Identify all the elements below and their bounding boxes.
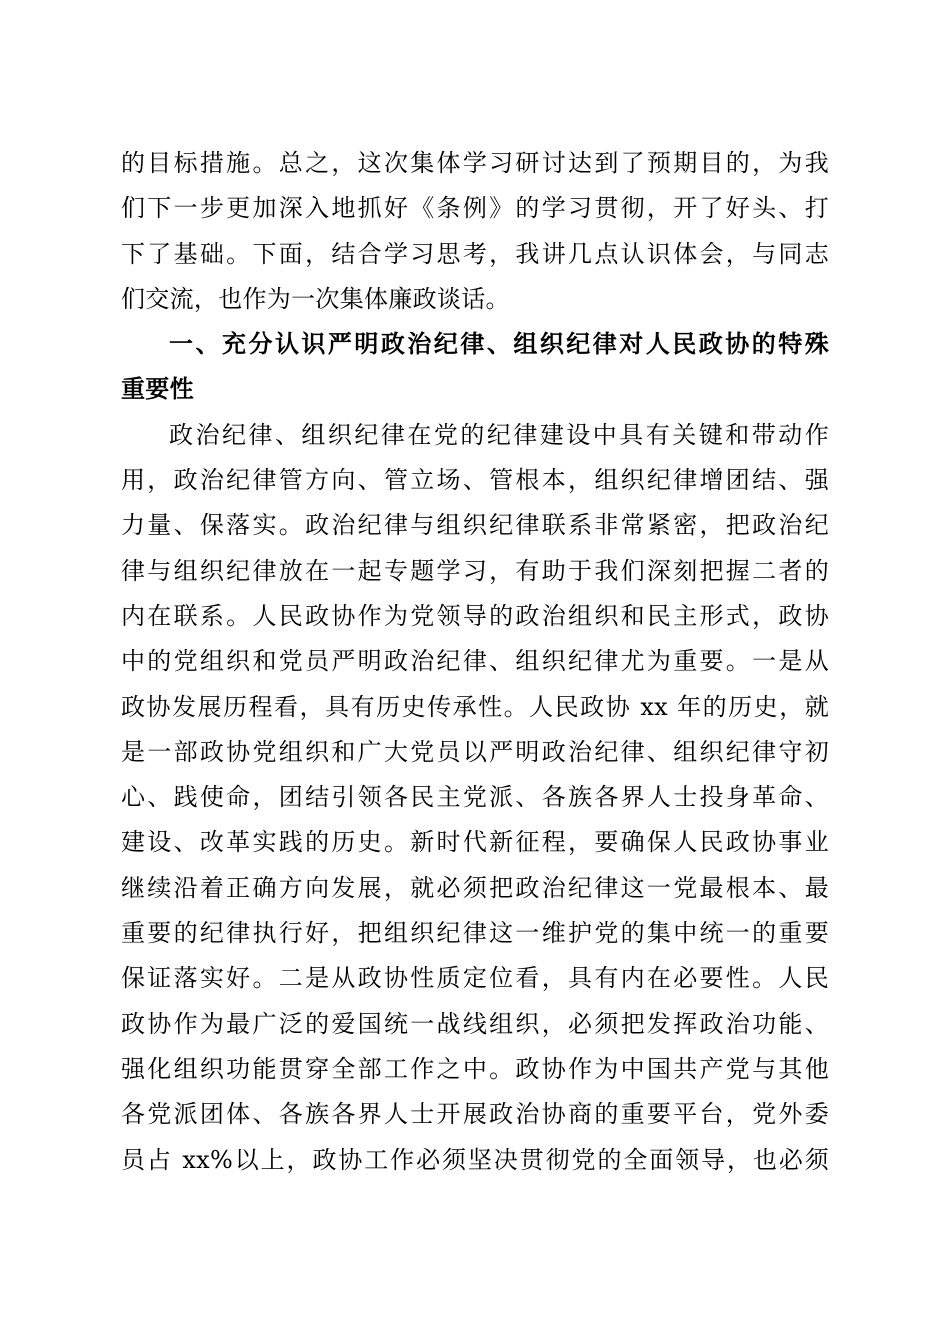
text-line: 下了基础。下面，结合学习思考，我讲几点认识体会，与同志 bbox=[121, 239, 829, 268]
text-line: 的目标措施。总之，这次集体学习研讨达到了预期目的，为我 bbox=[121, 149, 829, 177]
text-line: 强化组织功能贯穿全部工作之中。政协作为中国共产党与其他 bbox=[121, 1054, 829, 1083]
heading-line: 重要性 bbox=[121, 375, 194, 404]
text-line: 是一部政协党组织和广大党员以严明政治纪律、组织纪律守初 bbox=[121, 737, 829, 766]
paragraph-political-discipline bbox=[121, 413, 829, 1183]
text-line: 员占 xx%以上，政协工作必须坚决贯彻党的全面领导，也必须 bbox=[121, 1145, 829, 1174]
text-line: 力量、保落实。政治纪律与组织纪律联系非常紧密，把政治纪 bbox=[121, 511, 829, 540]
section-heading bbox=[121, 322, 829, 413]
paragraph-intro-continuation bbox=[121, 141, 829, 322]
text-line: 建设、改革实践的历史。新时代新征程，要确保人民政协事业 bbox=[121, 828, 829, 857]
text-line: 中的党组织和党员严明政治纪律、组织纪律尤为重要。一是从 bbox=[121, 647, 829, 676]
text-line: 内在联系。人民政协作为党领导的政治组织和民主形式，政协 bbox=[121, 601, 829, 630]
text-line: 各党派团体、各族各界人士开展政治协商的重要平台，党外委 bbox=[121, 1100, 829, 1129]
heading-line: 一、充分认识严明政治纪律、组织纪律对人民政协的特殊 bbox=[169, 330, 829, 359]
text-line: 们下一步更加深入地抓好《条例》的学习贯彻，开了好头、打 bbox=[121, 194, 829, 223]
text-line: 用，政治纪律管方向、管立场、管根本，组织纪律增团结、强 bbox=[121, 466, 829, 495]
text-line: 政协发展历程看，具有历史传承性。人民政协 xx 年的历史，就 bbox=[121, 692, 829, 721]
document-body bbox=[121, 141, 829, 1183]
text-line: 重要的纪律执行好，把组织纪律这一维护党的集中统一的重要 bbox=[121, 919, 829, 948]
text-line: 继续沿着正确方向发展，就必须把政治纪律这一党最根本、最 bbox=[121, 873, 829, 902]
text-line: 保证落实好。二是从政协性质定位看，具有内在必要性。人民 bbox=[121, 964, 829, 993]
text-line: 们交流，也作为一次集体廉政谈话。 bbox=[121, 284, 510, 313]
text-line: 心、践使命，团结引领各民主党派、各族各界人士投身革命、 bbox=[121, 783, 829, 812]
text-line: 政协作为最广泛的爱国统一战线组织，必须把发挥政治功能、 bbox=[121, 1009, 829, 1038]
text-line: 政治纪律、组织纪律在党的纪律建设中具有关键和带动作 bbox=[169, 420, 829, 449]
text-line: 律与组织纪律放在一起专题学习，有助于我们深刻把握二者的 bbox=[121, 556, 829, 585]
